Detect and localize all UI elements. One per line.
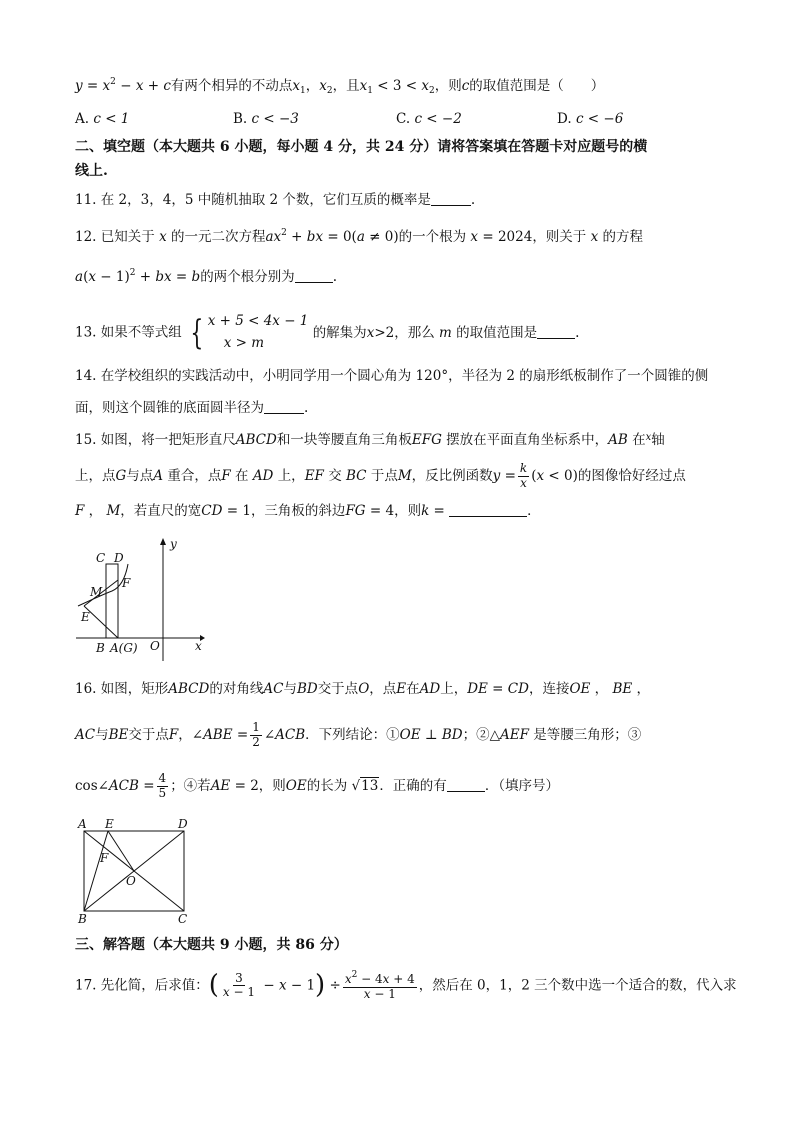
section2-heading-line1: 二、填空题（本大题共 6 小题，每小题 4 分，共 24 分）请将答案填在答题卡对应题号的横 bbox=[75, 139, 648, 155]
label-c: C bbox=[178, 912, 188, 926]
answer-blank bbox=[447, 779, 485, 792]
label-e: E bbox=[105, 817, 114, 831]
answer-blank bbox=[537, 326, 575, 339]
question-12-line2: $a(x - 1)^2$ + bx = b的两个根分别为 . bbox=[75, 268, 337, 285]
label-b: B bbox=[78, 912, 87, 926]
label-d: D bbox=[178, 817, 188, 831]
label-x: x bbox=[195, 639, 202, 653]
segment-oe bbox=[108, 831, 134, 871]
figure-16 bbox=[74, 814, 198, 926]
answer-blank bbox=[431, 193, 471, 206]
y-axis-arrow-icon bbox=[160, 538, 166, 545]
label-o: O bbox=[150, 639, 160, 653]
q10-option-d: D. c < −6 bbox=[557, 111, 624, 127]
question-15-line2: 上，点G与点A 重合，点F 在 AD 上，EF 交 BC 于点M，反比例函数y = $\frac{k}{x}$ (x < 0)的图像恰好经过点 bbox=[75, 461, 686, 490]
question-16-line1: 16. 如图，矩形ABCD的对角线AC与BD交于点O，点E在AD上，DE = CD，连接OE ， BE ， bbox=[75, 681, 651, 697]
label-c: C bbox=[96, 551, 106, 565]
label-y: y bbox=[170, 537, 177, 551]
segment-be bbox=[84, 831, 108, 911]
question-15-line3: F ， M，若直尺的宽CD = 1，三角板的斜边FG = 4，则k = ． bbox=[75, 503, 541, 519]
question-14-line2: 面，则这个圆锥的底面圆半径为 . bbox=[75, 400, 309, 416]
answer-blank bbox=[264, 401, 304, 414]
label-o: O bbox=[126, 874, 136, 888]
question-12-line1: 12. 已知关于 x 的一元二次方程$ax^2$ + bx = 0(a ≠ 0)的一个根为 x = 2024，则关于 x 的方程 bbox=[75, 228, 644, 245]
q10-option-a: A. c < 1 bbox=[75, 111, 130, 127]
label-b: B bbox=[96, 641, 105, 655]
inequality-system: { x + 5 < 4x − 1 x > m bbox=[190, 312, 309, 353]
label-a: A bbox=[78, 817, 87, 831]
label-m: M bbox=[90, 585, 103, 599]
question-17: 17. 先化简，后求值：( $\frac{3}{x - 1}$ − x − 1) ÷ $\frac{x^2 - 4x + 4}{x - 1}$ ，然后在 0，1，2 三个数中选一个适合的数，代入求 bbox=[75, 970, 737, 1001]
label-f: F bbox=[100, 851, 109, 865]
answer-blank bbox=[449, 504, 527, 517]
q10-continuation: $y = x^2 - x + c$有两个相异的不动点$x_1$，$x_2$，且$x_1 < 3 < x_2$，则c的取值范围是（ ） bbox=[75, 77, 605, 96]
section3-heading: 三、解答题（本大题共 9 小题，共 86 分） bbox=[75, 937, 348, 953]
question-15-line1: 15. 如图，将一把矩形直尺ABCD和一块等腰直角三角板EFG 摆放在平面直角坐标系中，AB 在$^x$轴 bbox=[75, 432, 665, 448]
q10-option-c: C. c < −2 bbox=[396, 111, 462, 127]
q10-option-b: B. c < −3 bbox=[233, 111, 299, 127]
question-13: 13. 如果不等式组 { x + 5 < 4x − 1 x > m 的解集为x>2，那么 m 的取值范围是 . bbox=[75, 312, 580, 353]
question-14-line1: 14. 在学校组织的实践活动中，小明同学用一个圆心角为 120°，半径为 2 的扇形纸板制作了一个圆锥的侧 bbox=[75, 368, 709, 384]
answer-blank bbox=[295, 270, 333, 283]
figure-15 bbox=[74, 534, 206, 664]
label-a-g: A(G) bbox=[110, 641, 138, 655]
label-d: D bbox=[114, 551, 124, 565]
question-16-line2: AC与BE交于点F，∠ABE = $\frac{1}{2}$ ∠ACB．下列结论：①OE ⊥ BD；②△AEF 是等腰三角形；③ bbox=[75, 720, 642, 749]
ruler-rectangle bbox=[106, 564, 118, 638]
question-11: 11. 在 2，3，4，5 中随机抽取 2 个数，它们互质的概率是 . bbox=[75, 192, 476, 208]
section2-heading-line2: 线上. bbox=[75, 163, 108, 179]
hyperbola-curve bbox=[78, 564, 128, 606]
question-16-line3: cos∠ACB = $\frac{4}{5}$ ；④若AE = 2，则OE的长为 √13．正确的有 ．（填序号） bbox=[75, 771, 560, 800]
label-e: E bbox=[81, 610, 90, 624]
label-f: F bbox=[122, 576, 131, 590]
